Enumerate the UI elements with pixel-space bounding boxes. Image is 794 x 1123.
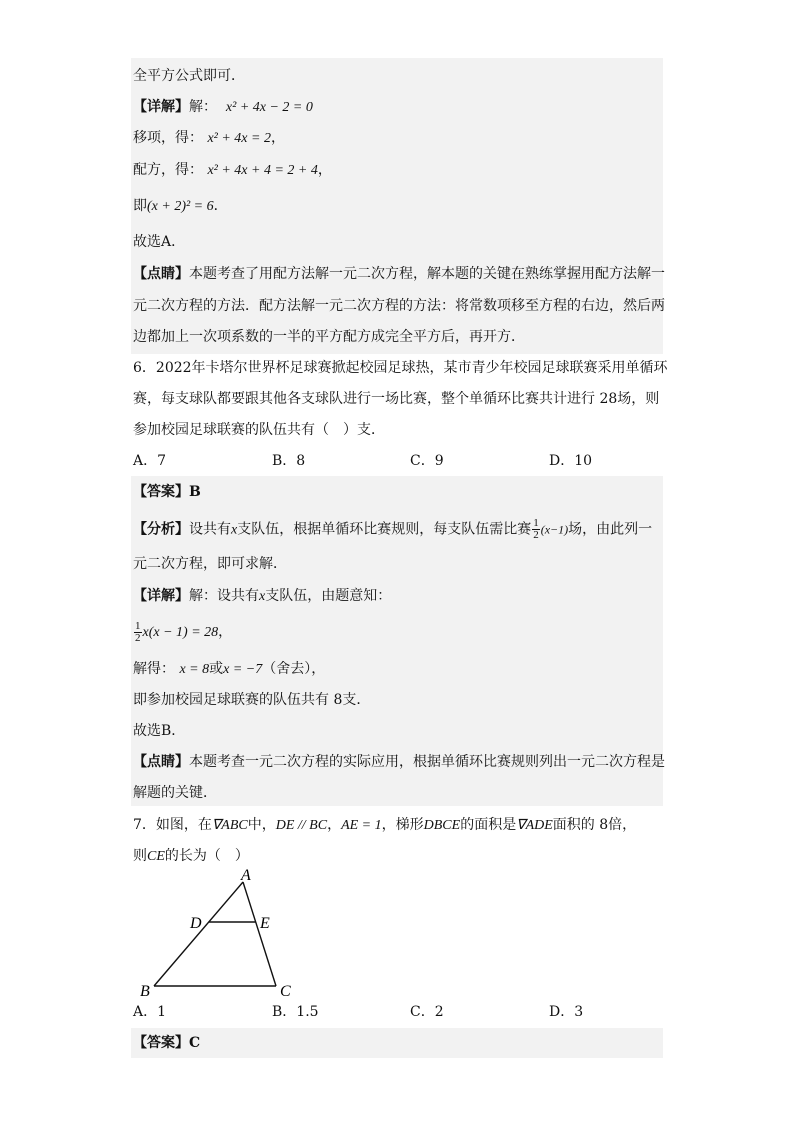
q7-answer: 【答案】C — [133, 1035, 201, 1051]
q6-solution: 解得： x = 8或x = −7（舍去）， — [133, 661, 326, 677]
label-b: B — [140, 983, 150, 1000]
q7-stem-line-1: 7．如图，在∇ABC中，DE // BC，AE = 1，梯形DBCE的面积是∇ADE面积的 8倍， — [133, 817, 637, 833]
equation: x(x − 1) = 28 — [142, 625, 219, 640]
triangle-figure — [140, 866, 310, 1000]
q6-conclusion: 即参加校园足球联赛的队伍共有 8支． — [133, 692, 371, 708]
q6-choice: 故选B． — [133, 723, 186, 739]
label-e: E — [260, 915, 270, 932]
q6-option-a: A．7 — [133, 453, 167, 469]
q5-step-1: 移项，得： x² + 4x = 2， — [133, 130, 285, 146]
q6-equation: $\frac{1}{2}$ x(x − 1) = 28， — [135, 619, 233, 644]
equation: x² + 4x = 2 — [207, 131, 271, 146]
label-c: C — [280, 983, 291, 1000]
detail-tag: 【详解】 — [133, 588, 189, 604]
q6-answer: 【答案】B — [133, 484, 201, 500]
q5-step-3: 即(x + 2)² = 6． — [133, 198, 228, 214]
comment-tag: 【点睛】 — [133, 266, 189, 282]
q5-choice: 故选A． — [133, 234, 186, 250]
q6-analysis-line-1: 【分析】设共有x支队伍，根据单循环比赛规则，每支队伍需比赛 $\frac{1}{2}$ (x−1)场，由此列一 — [133, 517, 653, 541]
fraction-half: $\frac{1}{2}$ — [135, 619, 141, 644]
comment-tag: 【点睛】 — [133, 754, 189, 770]
q7-option-b: B．1.5 — [272, 1004, 319, 1020]
q7-option-c: C．2 — [410, 1004, 444, 1020]
segment-ab — [154, 882, 243, 986]
q5-detail: 【详解】解： x² + 4x − 2 = 0 — [133, 99, 313, 115]
q5-step-2: 配方，得： x² + 4x + 4 = 2 + 4， — [133, 162, 332, 178]
q6-stem-line-3: 参加校园足球联赛的队伍共有（ ）支． — [133, 422, 385, 438]
q6-option-c: C．9 — [410, 453, 444, 469]
q6-comment-line-2: 解题的关键． — [133, 785, 217, 801]
q5-comment-line-3: 边都加上一次项系数的一半的平方配方成完全平方后，再开方． — [133, 329, 525, 345]
q6-option-d: D．10 — [549, 453, 593, 469]
detail-tag: 【详解】 — [133, 99, 189, 115]
q6-stem-line-2: 赛，每支球队都要跟其他各支球队进行一场比赛，整个单循环比赛共计进行 28场，则 — [133, 391, 660, 407]
segment-ac — [243, 882, 276, 986]
q5-comment-line-1: 【点睛】本题考查了用配方法解一元二次方程，解本题的关键在熟练掌握用配方法解一 — [133, 266, 665, 282]
q6-option-b: B．8 — [272, 453, 306, 469]
analysis-tag: 【分析】 — [133, 521, 189, 538]
q7-option-d: D．3 — [549, 1004, 584, 1020]
q6-detail: 【详解】解：设共有x支队伍，由题意知： — [133, 588, 392, 604]
q7-stem-line-2: 则CE的长为（ ） — [133, 848, 249, 864]
fraction-half: $\frac{1}{2}$ — [533, 517, 539, 541]
equation: x² + 4x + 4 = 2 + 4 — [207, 163, 318, 178]
label-a: A — [241, 867, 251, 884]
q5-comment-line-2: 元二次方程的方法．配方法解一元二次方程的方法：将常数项移至方程的右边，然后两 — [133, 298, 665, 314]
equation: x² + 4x − 2 = 0 — [225, 100, 313, 115]
equation: (x + 2)² = 6 — [147, 199, 214, 214]
q5-continuation: 全平方公式即可． — [133, 68, 245, 84]
label-d: D — [190, 915, 202, 932]
q6-analysis-line-2: 元二次方程，即可求解． — [133, 556, 287, 572]
q7-option-a: A．1 — [133, 1004, 167, 1020]
q6-stem-line-1: 6．2022年卡塔尔世界杯足球赛掀起校园足球热，某市青少年校园足球联赛采用单循环 — [133, 360, 668, 376]
q6-comment-line-1: 【点睛】本题考查一元二次方程的实际应用，根据单循环比赛规则列出一元二次方程是 — [133, 754, 665, 770]
